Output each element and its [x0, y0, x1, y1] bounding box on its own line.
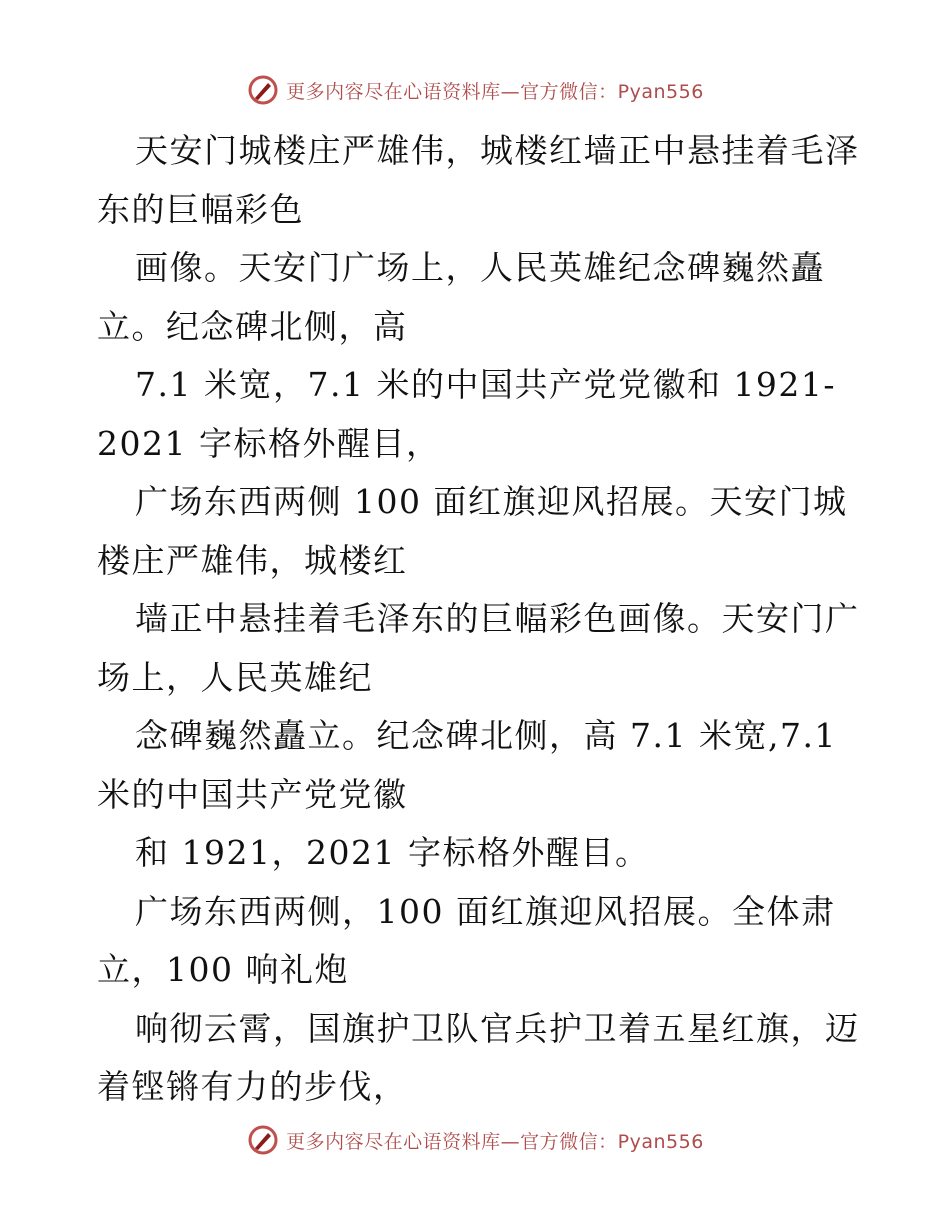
header-banner: [0, 70, 950, 110]
text-line: 天安门城楼庄严雄伟，城楼红墙正中悬挂着毛泽: [135, 131, 860, 170]
text-line: 楼庄严雄伟，城楼红: [97, 540, 408, 580]
text-line: 米的中国共产党党徽: [97, 774, 408, 814]
text-line: 墙正中悬挂着毛泽东的巨幅彩色画像。天安门广: [135, 599, 860, 638]
text-line: 广场东西两侧 100 面红旗迎风招展。天安门城: [135, 482, 848, 521]
text-line: 着铿锵有力的步伐，: [97, 1067, 408, 1106]
pen-circle-logo-icon: [246, 73, 280, 107]
document-body: [97, 122, 860, 1117]
text-line: 画像。天安门广场上，人民英雄纪念碑巍然矗: [135, 248, 825, 287]
text-line: 广场东西两侧，100 面红旗迎风招展。全体肃: [135, 891, 836, 931]
text-line: 和 1921，2021 字标格外醒目。: [135, 833, 650, 872]
text-line: 念碑巍然矗立。纪念碑北侧，高 7.1 米宽,7.1: [135, 716, 837, 755]
text-line: 2021 字标格外醒目，: [97, 423, 441, 463]
pen-circle-logo-icon: [246, 1123, 280, 1157]
text-line: 响彻云霄，国旗护卫队官兵护卫着五星红旗，迈: [135, 1008, 860, 1048]
footer-banner-text: 更多内容尽在心语资料库—官方微信：Pyan556: [286, 1130, 704, 1153]
text-line: 立。纪念碑北侧，高: [97, 306, 408, 346]
header-banner-text: 更多内容尽在心语资料库—官方微信：Pyan556: [286, 80, 704, 103]
text-line: 7.1 米宽，7.1 米的中国共产党党徽和 1921-: [135, 365, 837, 404]
text-line: 东的巨幅彩色: [97, 189, 304, 229]
footer-banner: [0, 1120, 950, 1160]
text-line: 立，100 响礼炮: [97, 950, 349, 989]
text-line: 场上，人民英雄纪: [97, 657, 373, 697]
